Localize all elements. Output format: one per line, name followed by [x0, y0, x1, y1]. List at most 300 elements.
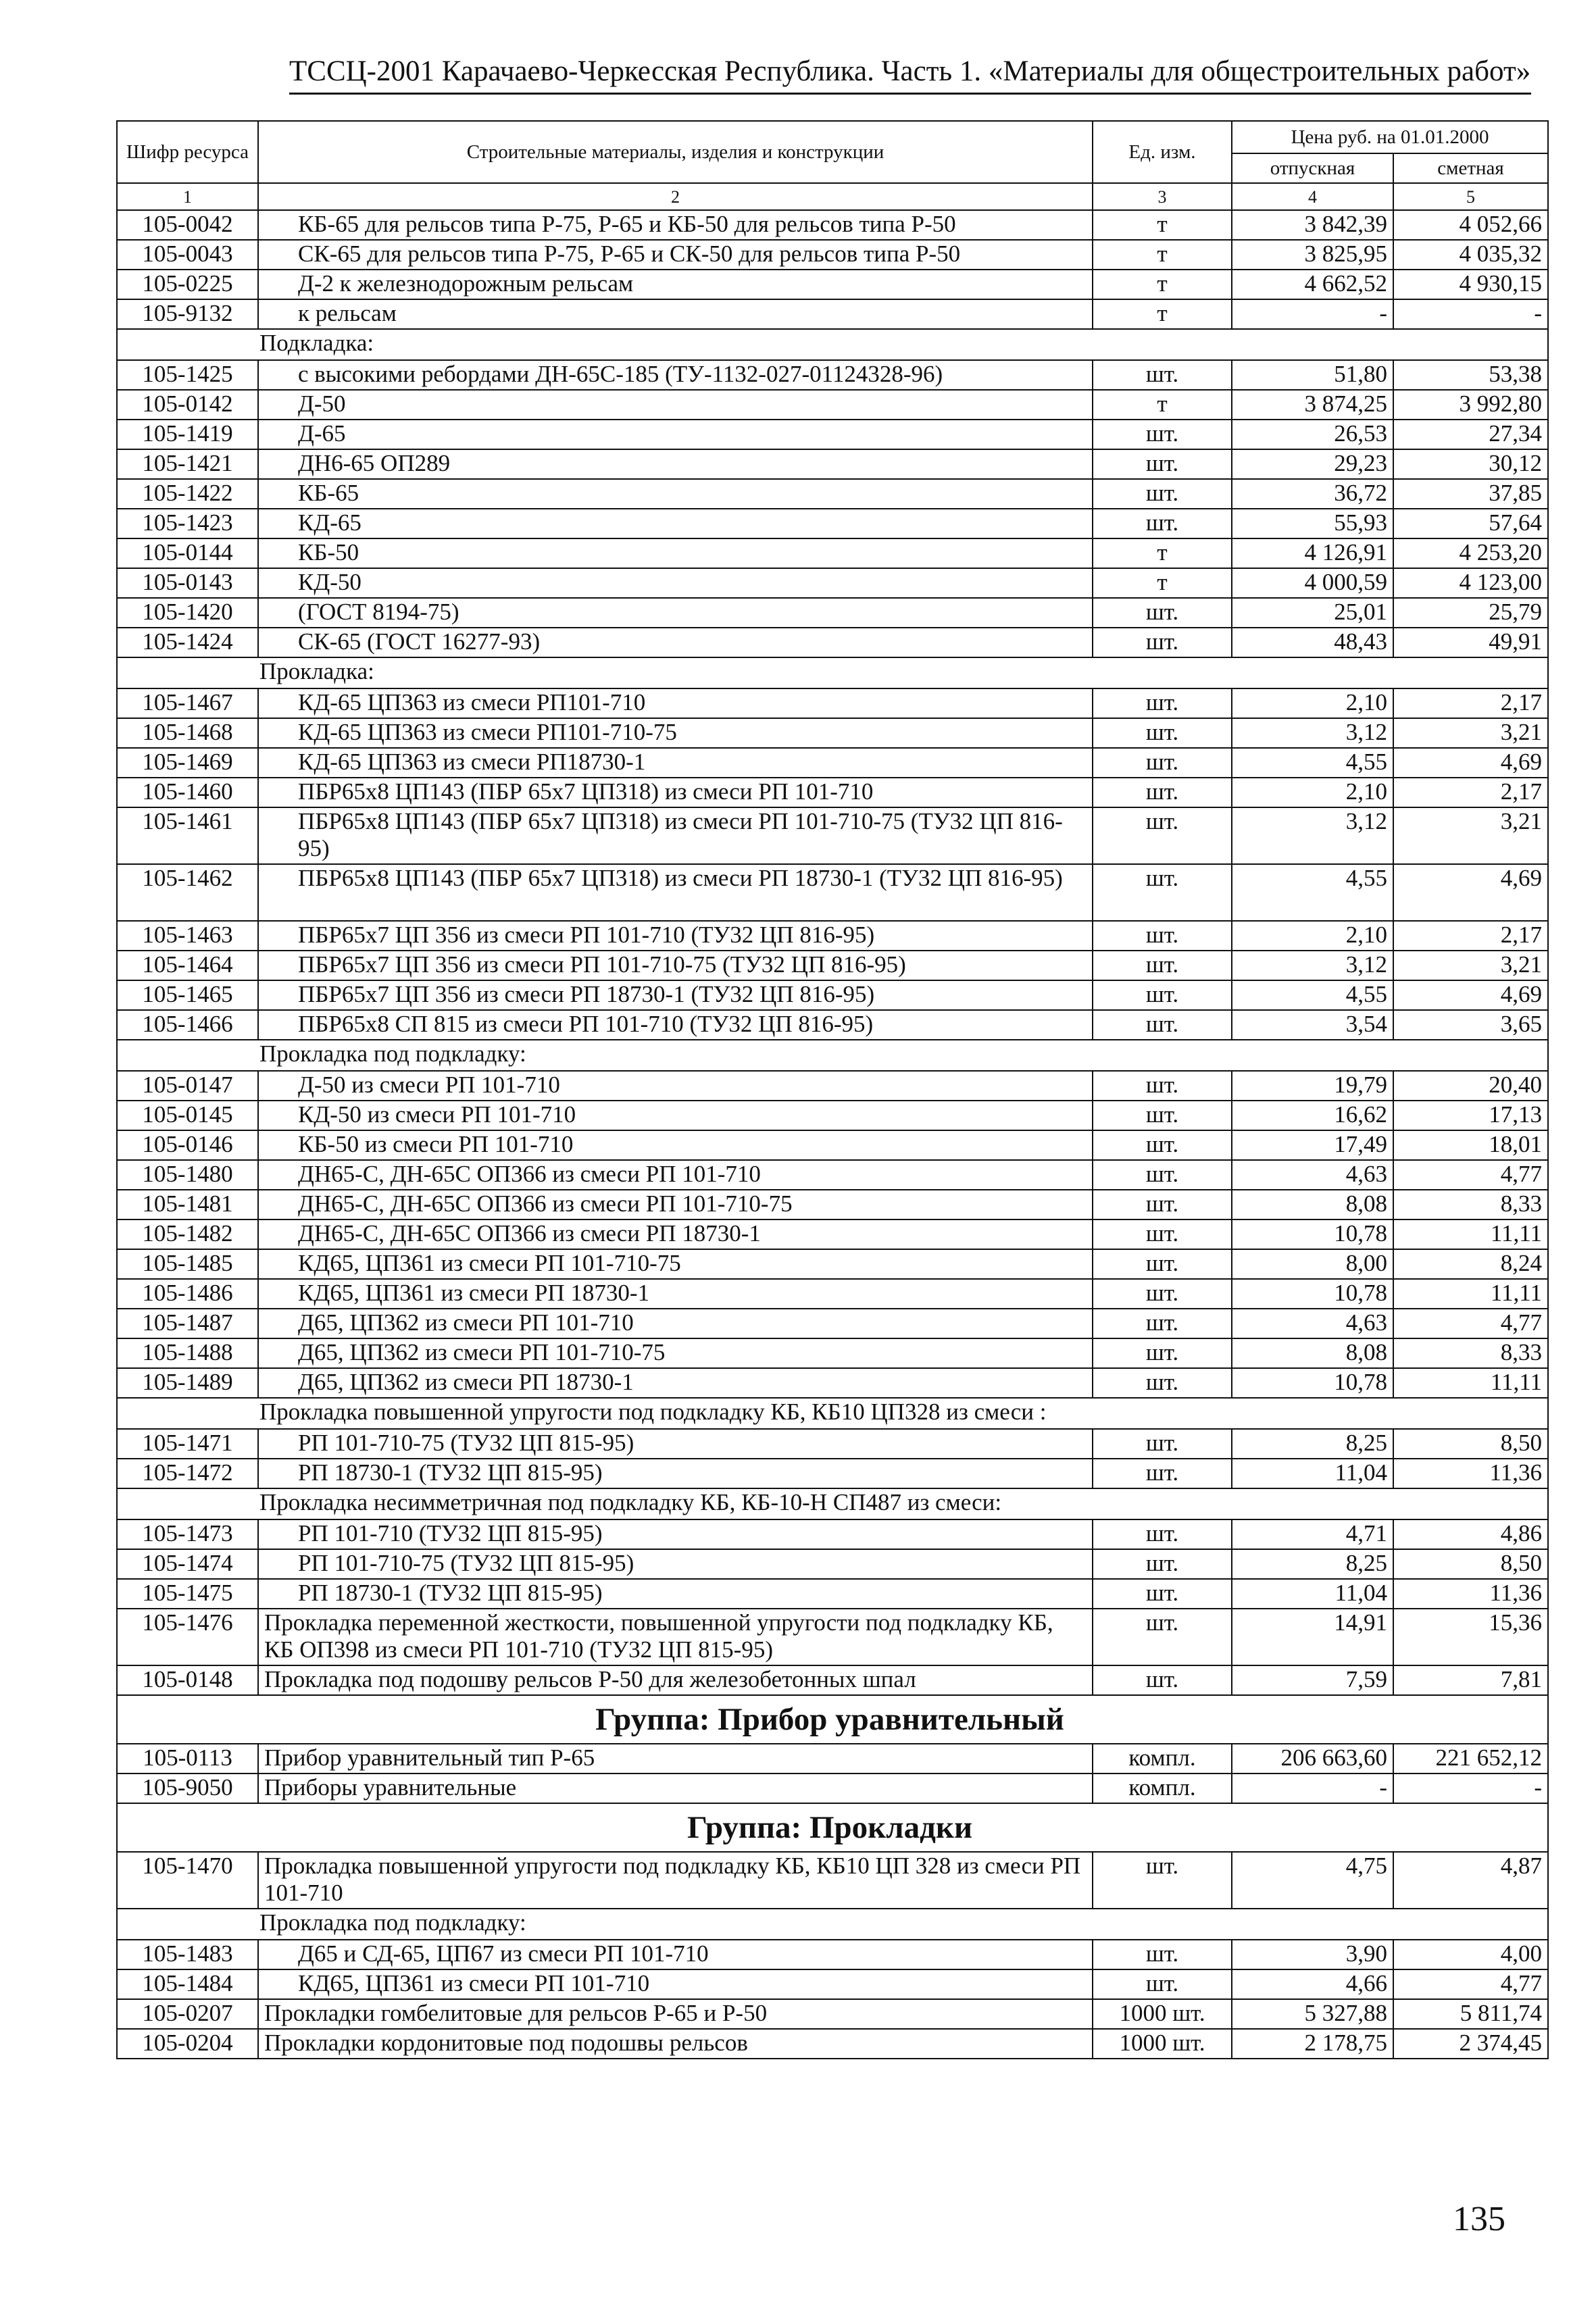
resource-code: 105-1475 — [117, 1579, 258, 1609]
unit-of-measure: 1000 шт. — [1093, 1999, 1232, 2029]
section-row — [117, 1398, 1548, 1429]
resource-code: 105-0142 — [117, 390, 258, 420]
unit-of-measure: т — [1093, 240, 1232, 270]
material-name: РП 18730-1 (ТУ32 ЦП 815-95) — [258, 1579, 1093, 1609]
release-price: 4 000,59 — [1232, 568, 1393, 598]
unit-of-measure: шт. — [1093, 1219, 1232, 1249]
release-price: 4,75 — [1232, 1852, 1393, 1909]
release-price: 16,62 — [1232, 1101, 1393, 1130]
release-price: 3,90 — [1232, 1940, 1393, 1969]
estimate-price: 2,17 — [1393, 778, 1548, 807]
material-name: КД-65 ЦП363 из смеси РП18730-1 — [258, 748, 1093, 778]
estimate-price: 4 930,15 — [1393, 270, 1548, 299]
material-name: КД65, ЦП361 из смеси РП 101-710-75 — [258, 1249, 1093, 1279]
resource-code: 105-1472 — [117, 1459, 258, 1488]
estimate-price: 3,21 — [1393, 951, 1548, 980]
resource-code: 105-1464 — [117, 951, 258, 980]
section-row — [117, 1909, 1548, 1940]
release-price: 4,55 — [1232, 748, 1393, 778]
section-heading: Прокладка: — [117, 657, 1548, 688]
estimate-price: 4,77 — [1393, 1160, 1548, 1190]
table-row — [117, 1279, 1548, 1309]
estimate-price: 4,00 — [1393, 1940, 1548, 1969]
unit-of-measure: компл. — [1093, 1774, 1232, 1803]
table-row — [117, 1249, 1548, 1279]
unit-of-measure: шт. — [1093, 1309, 1232, 1338]
estimate-price: 37,85 — [1393, 479, 1548, 509]
resource-code: 105-1468 — [117, 718, 258, 748]
release-price: 8,00 — [1232, 1249, 1393, 1279]
release-price: 4 126,91 — [1232, 538, 1393, 568]
column-header-price: Цена руб. на 01.01.2000 — [1232, 121, 1548, 153]
estimate-price: 5 811,74 — [1393, 1999, 1548, 2029]
estimate-price: 8,33 — [1393, 1190, 1548, 1219]
estimate-price: 25,79 — [1393, 598, 1548, 628]
release-price: 4,71 — [1232, 1519, 1393, 1549]
release-price: 10,78 — [1232, 1368, 1393, 1398]
estimate-price: 221 652,12 — [1393, 1744, 1548, 1774]
resource-code: 105-1462 — [117, 864, 258, 921]
table-row — [117, 1579, 1548, 1609]
release-price: 36,72 — [1232, 479, 1393, 509]
release-price: 4 662,52 — [1232, 270, 1393, 299]
resource-code: 105-1488 — [117, 1338, 258, 1368]
material-name: Д-50 — [258, 390, 1093, 420]
release-price: 25,01 — [1232, 598, 1393, 628]
unit-of-measure: шт. — [1093, 921, 1232, 951]
table-row — [117, 479, 1548, 509]
estimate-price: 2,17 — [1393, 921, 1548, 951]
unit-of-measure: шт. — [1093, 748, 1232, 778]
material-name: КД65, ЦП361 из смеси РП 18730-1 — [258, 1279, 1093, 1309]
table-row — [117, 1010, 1548, 1040]
material-name: Прокладка переменной жесткости, повышенной упругости под подкладку КБ, КБ ОП398 из смеси РП 101-710 (ТУ32 ЦП 815-95) — [258, 1609, 1093, 1665]
material-name: КД-65 ЦП363 из смеси РП101-710 — [258, 688, 1093, 718]
table-row — [117, 1519, 1548, 1549]
material-name: ДН65-С, ДН-65С ОП366 из смеси РП 101-710 — [258, 1160, 1093, 1190]
unit-of-measure: шт. — [1093, 1071, 1232, 1101]
material-name: Приборы уравнительные — [258, 1774, 1093, 1803]
unit-of-measure: 1000 шт. — [1093, 2029, 1232, 2059]
estimate-price: 11,11 — [1393, 1368, 1548, 1398]
table-row — [117, 1309, 1548, 1338]
unit-of-measure: шт. — [1093, 807, 1232, 864]
resource-code: 105-1483 — [117, 1940, 258, 1969]
estimate-price: 4,69 — [1393, 864, 1548, 921]
unit-of-measure: компл. — [1093, 1744, 1232, 1774]
resource-code: 105-0225 — [117, 270, 258, 299]
estimate-price: 4,87 — [1393, 1852, 1548, 1909]
resource-code: 105-1419 — [117, 420, 258, 449]
material-name: ПБР65х8 ЦП143 (ПБР 65х7 ЦП318) из смеси РП 101-710-75 (ТУ32 ЦП 816-95) — [258, 807, 1093, 864]
column-header-name: Строительные материалы, изделия и конструкции — [258, 121, 1093, 183]
material-name: ПБР65х7 ЦП 356 из смеси РП 101-710 (ТУ32 ЦП 816-95) — [258, 921, 1093, 951]
release-price: 3,12 — [1232, 951, 1393, 980]
table-row — [117, 864, 1548, 921]
release-price: 55,93 — [1232, 509, 1393, 538]
table-row — [117, 1549, 1548, 1579]
estimate-price: 57,64 — [1393, 509, 1548, 538]
estimate-price: 11,11 — [1393, 1279, 1548, 1309]
column-number: 1 — [117, 183, 258, 210]
unit-of-measure: шт. — [1093, 1579, 1232, 1609]
material-name: к рельсам — [258, 299, 1093, 329]
unit-of-measure: т — [1093, 210, 1232, 240]
column-number: 5 — [1393, 183, 1548, 210]
estimate-price: 15,36 — [1393, 1609, 1548, 1665]
unit-of-measure: шт. — [1093, 1368, 1232, 1398]
table-row — [117, 1219, 1548, 1249]
release-price: 3 874,25 — [1232, 390, 1393, 420]
resource-code: 105-0143 — [117, 568, 258, 598]
material-name: (ГОСТ 8194-75) — [258, 598, 1093, 628]
estimate-price: 18,01 — [1393, 1130, 1548, 1160]
resource-code: 105-9050 — [117, 1774, 258, 1803]
material-name: РП 101-710-75 (ТУ32 ЦП 815-95) — [258, 1549, 1093, 1579]
estimate-price: 4,77 — [1393, 1309, 1548, 1338]
table-row — [117, 1744, 1548, 1774]
material-name: КД-50 — [258, 568, 1093, 598]
release-price: 4,63 — [1232, 1160, 1393, 1190]
table-row — [117, 509, 1548, 538]
material-name: Прокладка повышенной упругости под подкладку КБ, КБ10 ЦП 328 из смеси РП 101-710 — [258, 1852, 1093, 1909]
release-price: 4,63 — [1232, 1309, 1393, 1338]
release-price: 3,12 — [1232, 807, 1393, 864]
resource-code: 105-1465 — [117, 980, 258, 1010]
unit-of-measure: шт. — [1093, 1519, 1232, 1549]
material-name: Прокладка под подошву рельсов Р-50 для железобетонных шпал — [258, 1665, 1093, 1695]
unit-of-measure: шт. — [1093, 1665, 1232, 1695]
estimate-price: 27,34 — [1393, 420, 1548, 449]
table-row — [117, 1665, 1548, 1695]
materials-price-table — [116, 120, 1549, 2059]
unit-of-measure: шт. — [1093, 1852, 1232, 1909]
material-name: РП 101-710 (ТУ32 ЦП 815-95) — [258, 1519, 1093, 1549]
resource-code: 105-1422 — [117, 479, 258, 509]
column-header-release: отпускная — [1232, 153, 1393, 183]
unit-of-measure: шт. — [1093, 449, 1232, 479]
material-name: Прибор уравнительный тип Р-65 — [258, 1744, 1093, 1774]
unit-of-measure: т — [1093, 568, 1232, 598]
table-row — [117, 1774, 1548, 1803]
estimate-price: 2,17 — [1393, 688, 1548, 718]
material-name: РП 18730-1 (ТУ32 ЦП 815-95) — [258, 1459, 1093, 1488]
section-heading: Прокладка под подкладку: — [117, 1040, 1548, 1071]
section-row — [117, 1040, 1548, 1071]
estimate-price: 4 052,66 — [1393, 210, 1548, 240]
table-row — [117, 807, 1548, 864]
resource-code: 105-1461 — [117, 807, 258, 864]
table-row — [117, 568, 1548, 598]
estimate-price: 8,33 — [1393, 1338, 1548, 1368]
release-price: 11,04 — [1232, 1459, 1393, 1488]
table-row — [117, 1101, 1548, 1130]
unit-of-measure: шт. — [1093, 980, 1232, 1010]
group-heading: Группа: Прибор уравнительный — [117, 1695, 1548, 1744]
page-number: 135 — [1453, 2200, 1505, 2238]
table-row — [117, 1999, 1548, 2029]
resource-code: 105-0144 — [117, 538, 258, 568]
release-price: - — [1232, 1774, 1393, 1803]
estimate-price: 53,38 — [1393, 360, 1548, 390]
release-price: 10,78 — [1232, 1219, 1393, 1249]
material-name: ПБР65х7 ЦП 356 из смеси РП 18730-1 (ТУ32 ЦП 816-95) — [258, 980, 1093, 1010]
material-name: Д65, ЦП362 из смеси РП 101-710-75 — [258, 1338, 1093, 1368]
material-name: КБ-65 — [258, 479, 1093, 509]
release-price: 17,49 — [1232, 1130, 1393, 1160]
resource-code: 105-0113 — [117, 1744, 258, 1774]
unit-of-measure: шт. — [1093, 778, 1232, 807]
unit-of-measure: шт. — [1093, 1549, 1232, 1579]
material-name: Д-65 — [258, 420, 1093, 449]
unit-of-measure: т — [1093, 299, 1232, 329]
material-name: Д65, ЦП362 из смеси РП 101-710 — [258, 1309, 1093, 1338]
table-row — [117, 980, 1548, 1010]
unit-of-measure: шт. — [1093, 420, 1232, 449]
release-price: 11,04 — [1232, 1579, 1393, 1609]
estimate-price: 4,69 — [1393, 980, 1548, 1010]
resource-code: 105-0145 — [117, 1101, 258, 1130]
table-row — [117, 951, 1548, 980]
resource-code: 105-1482 — [117, 1219, 258, 1249]
section-row — [117, 657, 1548, 688]
table-row — [117, 718, 1548, 748]
unit-of-measure: шт. — [1093, 1279, 1232, 1309]
table-row — [117, 210, 1548, 240]
resource-code: 105-0147 — [117, 1071, 258, 1101]
material-name: Д65, ЦП362 из смеси РП 18730-1 — [258, 1368, 1093, 1398]
resource-code: 105-1466 — [117, 1010, 258, 1040]
estimate-price: 4 123,00 — [1393, 568, 1548, 598]
table-row — [117, 240, 1548, 270]
unit-of-measure: шт. — [1093, 360, 1232, 390]
table-row — [117, 1160, 1548, 1190]
resource-code: 105-0148 — [117, 1665, 258, 1695]
resource-code: 105-1481 — [117, 1190, 258, 1219]
unit-of-measure: шт. — [1093, 1459, 1232, 1488]
table-row — [117, 1130, 1548, 1160]
table-row — [117, 778, 1548, 807]
material-name: Прокладки гомбелитовые для рельсов Р-65 и Р-50 — [258, 1999, 1093, 2029]
resource-code: 105-0204 — [117, 2029, 258, 2059]
resource-code: 105-9132 — [117, 299, 258, 329]
unit-of-measure: шт. — [1093, 1160, 1232, 1190]
estimate-price: 8,50 — [1393, 1429, 1548, 1459]
unit-of-measure: шт. — [1093, 951, 1232, 980]
estimate-price: 4,86 — [1393, 1519, 1548, 1549]
unit-of-measure: шт. — [1093, 1969, 1232, 1999]
estimate-price: 17,13 — [1393, 1101, 1548, 1130]
estimate-price: 49,91 — [1393, 628, 1548, 657]
table-row — [117, 420, 1548, 449]
unit-of-measure: шт. — [1093, 688, 1232, 718]
estimate-price: 3,65 — [1393, 1010, 1548, 1040]
table-row — [117, 628, 1548, 657]
unit-of-measure: шт. — [1093, 1429, 1232, 1459]
material-name: ДН6-65 ОП289 — [258, 449, 1093, 479]
column-header-estimate: сметная — [1393, 153, 1548, 183]
table-row — [117, 538, 1548, 568]
table-row — [117, 1609, 1548, 1665]
unit-of-measure: шт. — [1093, 1338, 1232, 1368]
column-header-unit: Ед. изм. — [1093, 121, 1232, 183]
table-row — [117, 1429, 1548, 1459]
release-price: - — [1232, 299, 1393, 329]
material-name: Прокладки кордонитовые под подошвы рельсов — [258, 2029, 1093, 2059]
estimate-price: 2 374,45 — [1393, 2029, 1548, 2059]
table-row — [117, 1969, 1548, 1999]
resource-code: 105-0146 — [117, 1130, 258, 1160]
table-row — [117, 270, 1548, 299]
resource-code: 105-1460 — [117, 778, 258, 807]
material-name: КБ-50 — [258, 538, 1093, 568]
release-price: 3 825,95 — [1232, 240, 1393, 270]
estimate-price: 30,12 — [1393, 449, 1548, 479]
header-rule — [289, 93, 1531, 95]
column-header-code: Шифр ресурса — [117, 121, 258, 183]
material-name: ДН65-С, ДН-65С ОП366 из смеси РП 18730-1 — [258, 1219, 1093, 1249]
release-price: 7,59 — [1232, 1665, 1393, 1695]
table-row — [117, 1071, 1548, 1101]
group-row — [117, 1695, 1548, 1744]
release-price: 8,25 — [1232, 1429, 1393, 1459]
table-row — [117, 1190, 1548, 1219]
estimate-price: 20,40 — [1393, 1071, 1548, 1101]
table-row — [117, 1338, 1548, 1368]
section-row — [117, 329, 1548, 360]
unit-of-measure: шт. — [1093, 1609, 1232, 1665]
release-price: 8,08 — [1232, 1190, 1393, 1219]
unit-of-measure: шт. — [1093, 1940, 1232, 1969]
table-row — [117, 1852, 1548, 1909]
estimate-price: 11,36 — [1393, 1579, 1548, 1609]
material-name: ПБР65х8 ЦП143 (ПБР 65х7 ЦП318) из смеси РП 101-710 — [258, 778, 1093, 807]
material-name: ПБР65х7 ЦП 356 из смеси РП 101-710-75 (ТУ32 ЦП 816-95) — [258, 951, 1093, 980]
column-number: 2 — [258, 183, 1093, 210]
unit-of-measure: шт. — [1093, 1249, 1232, 1279]
material-name: КД65, ЦП361 из смеси РП 101-710 — [258, 1969, 1093, 1999]
material-name: с высокими ребордами ДН-65С-185 (ТУ-1132-027-01124328-96) — [258, 360, 1093, 390]
section-heading: Прокладка несимметричная под подкладку КБ, КБ-10-Н СП487 из смеси: — [117, 1488, 1548, 1519]
resource-code: 105-1489 — [117, 1368, 258, 1398]
resource-code: 105-1480 — [117, 1160, 258, 1190]
table-row — [117, 1940, 1548, 1969]
resource-code: 105-1484 — [117, 1969, 258, 1999]
unit-of-measure: шт. — [1093, 864, 1232, 921]
resource-code: 105-0043 — [117, 240, 258, 270]
resource-code: 105-1424 — [117, 628, 258, 657]
resource-code: 105-1486 — [117, 1279, 258, 1309]
table-body — [117, 210, 1548, 2059]
material-name: Д65 и СД-65, ЦП67 из смеси РП 101-710 — [258, 1940, 1093, 1969]
group-heading: Группа: Прокладки — [117, 1803, 1548, 1852]
release-price: 4,55 — [1232, 980, 1393, 1010]
page-header-title: ТССЦ-2001 Карачаево-Черкесская Республика. Часть 1. «Материалы для общестроительных работ» — [289, 55, 1531, 87]
section-heading: Подкладка: — [117, 329, 1548, 360]
table-row — [117, 299, 1548, 329]
estimate-price: 8,24 — [1393, 1249, 1548, 1279]
section-heading: Прокладка под подкладку: — [117, 1909, 1548, 1940]
unit-of-measure: шт. — [1093, 1010, 1232, 1040]
column-number: 3 — [1093, 183, 1232, 210]
table-row — [117, 2029, 1548, 2059]
estimate-price: 11,11 — [1393, 1219, 1548, 1249]
material-name: КД-65 ЦП363 из смеси РП101-710-75 — [258, 718, 1093, 748]
resource-code: 105-1421 — [117, 449, 258, 479]
table-row — [117, 598, 1548, 628]
resource-code: 105-1471 — [117, 1429, 258, 1459]
estimate-price: 3,21 — [1393, 807, 1548, 864]
resource-code: 105-1470 — [117, 1852, 258, 1909]
estimate-price: 3 992,80 — [1393, 390, 1548, 420]
release-price: 206 663,60 — [1232, 1744, 1393, 1774]
resource-code: 105-1425 — [117, 360, 258, 390]
release-price: 51,80 — [1232, 360, 1393, 390]
release-price: 14,91 — [1232, 1609, 1393, 1665]
resource-code: 105-1469 — [117, 748, 258, 778]
release-price: 19,79 — [1232, 1071, 1393, 1101]
release-price: 10,78 — [1232, 1279, 1393, 1309]
material-name: ПБР65х8 ЦП143 (ПБР 65х7 ЦП318) из смеси РП 18730-1 (ТУ32 ЦП 816-95) — [258, 864, 1093, 921]
release-price: 3,54 — [1232, 1010, 1393, 1040]
release-price: 48,43 — [1232, 628, 1393, 657]
unit-of-measure: шт. — [1093, 718, 1232, 748]
estimate-price: - — [1393, 1774, 1548, 1803]
estimate-price: 11,36 — [1393, 1459, 1548, 1488]
material-name: КБ-65 для рельсов типа Р-75, Р-65 и КБ-50 для рельсов типа Р-50 — [258, 210, 1093, 240]
material-name: ДН65-С, ДН-65С ОП366 из смеси РП 101-710-75 — [258, 1190, 1093, 1219]
material-name: Д-50 из смеси РП 101-710 — [258, 1071, 1093, 1101]
table-row — [117, 921, 1548, 951]
resource-code: 105-0207 — [117, 1999, 258, 2029]
unit-of-measure: шт. — [1093, 1130, 1232, 1160]
estimate-price: 7,81 — [1393, 1665, 1548, 1695]
estimate-price: 4 253,20 — [1393, 538, 1548, 568]
release-price: 29,23 — [1232, 449, 1393, 479]
resource-code: 105-1474 — [117, 1549, 258, 1579]
release-price: 26,53 — [1232, 420, 1393, 449]
unit-of-measure: т — [1093, 390, 1232, 420]
table-row — [117, 688, 1548, 718]
estimate-price: 4,77 — [1393, 1969, 1548, 1999]
table-row — [117, 390, 1548, 420]
resource-code: 105-1420 — [117, 598, 258, 628]
unit-of-measure: шт. — [1093, 628, 1232, 657]
release-price: 3,12 — [1232, 718, 1393, 748]
unit-of-measure: т — [1093, 270, 1232, 299]
material-name: ПБР65х8 СП 815 из смеси РП 101-710 (ТУ32 ЦП 816-95) — [258, 1010, 1093, 1040]
group-row — [117, 1803, 1548, 1852]
release-price: 2,10 — [1232, 778, 1393, 807]
unit-of-measure: шт. — [1093, 479, 1232, 509]
unit-of-measure: шт. — [1093, 1190, 1232, 1219]
release-price: 2,10 — [1232, 688, 1393, 718]
release-price: 3 842,39 — [1232, 210, 1393, 240]
estimate-price: 4 035,32 — [1393, 240, 1548, 270]
unit-of-measure: шт. — [1093, 509, 1232, 538]
estimate-price: 8,50 — [1393, 1549, 1548, 1579]
resource-code: 105-1467 — [117, 688, 258, 718]
resource-code: 105-1473 — [117, 1519, 258, 1549]
release-price: 2 178,75 — [1232, 2029, 1393, 2059]
table-row — [117, 360, 1548, 390]
material-name: СК-65 (ГОСТ 16277-93) — [258, 628, 1093, 657]
release-price: 4,55 — [1232, 864, 1393, 921]
release-price: 5 327,88 — [1232, 1999, 1393, 2029]
unit-of-measure: шт. — [1093, 598, 1232, 628]
unit-of-measure: т — [1093, 538, 1232, 568]
section-row — [117, 1488, 1548, 1519]
